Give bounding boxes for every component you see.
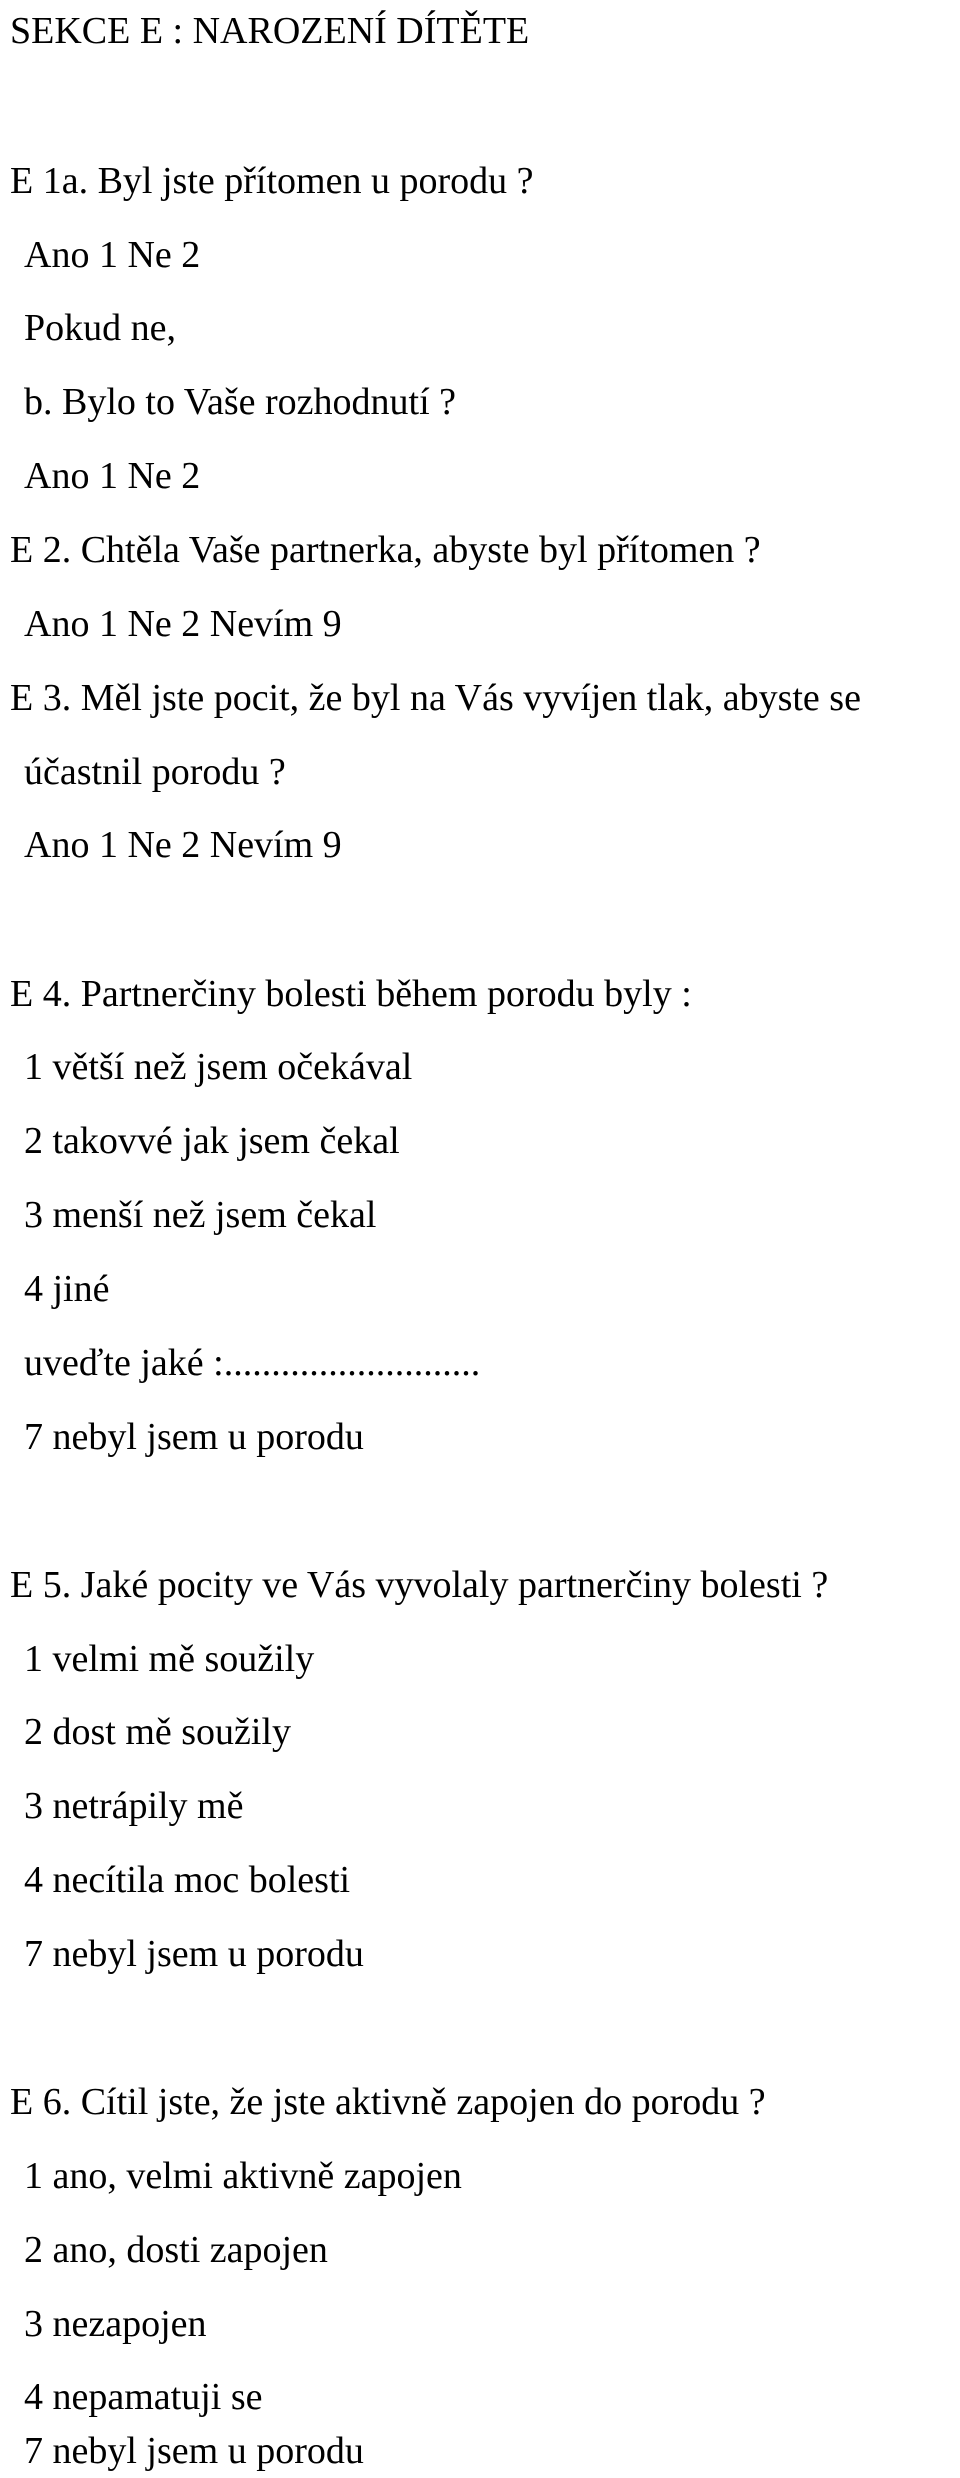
question-e3-continued: účastnil porodu ? [24,751,286,793]
answer-options-e2: Ano 1 Ne 2 Nevím 9 [24,603,342,645]
answer-option-e5: 7 nebyl jsem u porodu [24,1933,364,1975]
answer-option-e6: 2 ano, dosti zapojen [24,2229,328,2271]
question-e3: E 3. Měl jste pocit, že byl na Vás vyvíjen tlak, abyste se [10,677,861,719]
answer-option-e4: 3 menší než jsem čekal [24,1194,377,1236]
answer-options-e3: Ano 1 Ne 2 Nevím 9 [24,824,342,866]
answer-option-e6: 3 nezapojen [24,2303,207,2345]
answer-options-e1a: Ano 1 Ne 2 [24,234,201,276]
answer-option-e6: 4 nepamatuji se [24,2376,263,2418]
answer-options-e1b: Ano 1 Ne 2 [24,455,201,497]
answer-option-e5: 3 netrápily mě [24,1785,244,1827]
answer-option-e4: 2 takovvé jak jsem čekal [24,1120,400,1162]
answer-option-e4: 1 větší než jsem očekával [24,1046,413,1088]
question-e6: E 6. Cítil jste, že jste aktivně zapojen do porodu ? [10,2081,766,2123]
condition-text: Pokud ne, [24,307,176,349]
answer-option-e4: 4 jiné [24,1268,110,1310]
answer-option-e5: 1 velmi mě soužily [24,1638,315,1680]
question-e2: E 2. Chtěla Vaše partnerka, abyste byl přítomen ? [10,529,761,571]
section-title: SEKCE E : NAROZENÍ DÍTĚTE [10,10,530,52]
answer-option-e6: 7 nebyl jsem u porodu [24,2430,364,2472]
question-e4: E 4. Partnerčiny bolesti během porodu byly : [10,973,692,1015]
answer-option-e6: 1 ano, velmi aktivně zapojen [24,2155,462,2197]
answer-option-e5: 4 necítila moc bolesti [24,1859,351,1901]
answer-option-e4: 7 nebyl jsem u porodu [24,1416,364,1458]
answer-option-e5: 2 dost mě soužily [24,1711,292,1753]
question-e1a: E 1a. Byl jste přítomen u porodu ? [10,160,534,202]
specify-field-e4: uveďte jaké :........................... [24,1342,481,1384]
question-e1b: b. Bylo to Vaše rozhodnutí ? [24,381,457,423]
question-e5: E 5. Jaké pocity ve Vás vyvolaly partnerčiny bolesti ? [10,1564,829,1606]
